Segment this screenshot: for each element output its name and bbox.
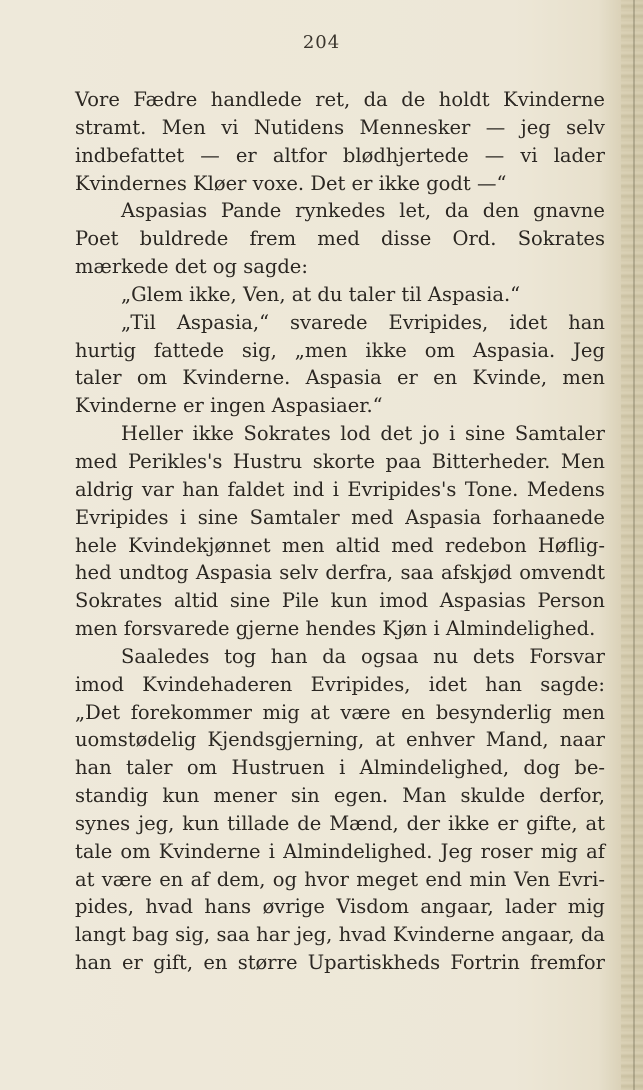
word: Man	[402, 784, 447, 808]
word: altid	[335, 533, 381, 557]
word: taler	[75, 366, 122, 390]
word: roser	[480, 839, 533, 863]
word: hed	[75, 561, 112, 585]
word: i	[180, 505, 187, 529]
word: min	[469, 867, 507, 891]
word: at	[585, 811, 605, 835]
word: af	[586, 839, 605, 863]
word: —	[484, 143, 505, 167]
word: hvad	[338, 923, 387, 947]
word: om	[424, 338, 455, 362]
word: Bitterheder.	[431, 449, 551, 473]
text-line	[75, 949, 605, 977]
word: at	[75, 867, 95, 891]
word: Jeg	[573, 338, 605, 362]
word: Kvinderne	[503, 88, 605, 111]
word: dog	[523, 756, 561, 780]
word: sig,	[175, 923, 211, 947]
word: mig	[540, 839, 578, 863]
word: idet	[509, 310, 548, 334]
text-line-content: „Glem ikke, Ven, at du taler til Aspasia.“	[121, 282, 521, 306]
text-line	[75, 364, 605, 392]
word: derfra,	[325, 561, 394, 585]
word: men	[562, 700, 605, 724]
word: derfor,	[539, 784, 605, 808]
text-line-content: Kvindernes Kløer voxe. Det er ikke godt —“	[75, 171, 507, 195]
text-line	[75, 699, 605, 727]
word: angaar,	[420, 895, 494, 919]
word: Pande	[220, 199, 282, 223]
page-edge	[621, 0, 643, 1090]
word: tog	[224, 644, 257, 668]
word: vi	[520, 143, 538, 167]
word: Kvindehaderen	[142, 672, 293, 696]
text-line	[75, 170, 605, 198]
word: Fædre	[133, 88, 198, 111]
word: kun	[162, 784, 200, 808]
word: med	[351, 505, 394, 529]
word: saa	[216, 923, 250, 947]
text-line	[75, 726, 605, 754]
word: Visdom	[336, 895, 410, 919]
word: Evripides	[75, 505, 169, 529]
word: Evripides,	[310, 672, 411, 696]
word: er	[122, 951, 143, 975]
word: en	[401, 700, 426, 724]
word: Saaledes	[121, 644, 210, 668]
word: paa	[385, 449, 422, 473]
word: han	[75, 756, 112, 780]
word: vi	[221, 115, 239, 139]
word: indbefattet	[75, 143, 185, 167]
text-line	[75, 671, 605, 699]
word: ikke	[192, 422, 234, 446]
word: aldrig	[75, 477, 134, 501]
word: Sokrates	[75, 589, 163, 613]
word: end	[425, 867, 462, 891]
word: „Til	[121, 310, 156, 334]
word: faldet	[227, 477, 285, 501]
word: ogsaa	[360, 644, 419, 668]
word: ikke	[365, 338, 407, 362]
text-line	[75, 504, 605, 532]
word: afskjød	[441, 561, 512, 585]
text-line	[75, 142, 605, 170]
word: Men	[161, 115, 206, 139]
word: at	[375, 728, 395, 752]
text-line	[75, 86, 605, 114]
word: egen.	[333, 784, 389, 808]
word: Heller	[121, 422, 183, 446]
word: han	[485, 672, 522, 696]
word: kun	[330, 589, 368, 613]
word: blødhjertede	[342, 143, 469, 167]
word: besynderlig	[435, 700, 552, 724]
word: i	[268, 839, 275, 863]
word: Kvinderne	[392, 923, 495, 947]
word: be-	[574, 756, 605, 780]
text-line	[75, 225, 605, 253]
word: han	[568, 310, 605, 334]
word: selv	[279, 561, 319, 585]
word: Høflig-	[537, 533, 605, 557]
word: gnavne	[533, 199, 605, 223]
word: kun	[182, 811, 220, 835]
word: frem	[249, 227, 297, 251]
word: da	[322, 644, 347, 668]
word: Person	[537, 589, 605, 613]
word: mig	[567, 895, 605, 919]
word: lader	[553, 143, 605, 167]
word: tale	[75, 839, 113, 863]
text-line-content: Kvinderne er ingen Aspasiaer.“	[75, 394, 383, 418]
word: fremfor	[530, 951, 605, 975]
word: i	[332, 477, 339, 501]
word: Aspasia	[405, 505, 482, 529]
word: og	[272, 867, 297, 891]
word: Hustruen	[231, 756, 325, 780]
word: jeg	[520, 115, 551, 139]
page-edge-shadow	[633, 0, 635, 1090]
word: da	[363, 88, 388, 111]
word: altfor	[272, 143, 327, 167]
word: en	[433, 366, 458, 390]
word: Ord.	[452, 227, 497, 251]
word: redebon	[445, 533, 527, 557]
word: lader	[505, 895, 557, 919]
word: sagde:	[540, 672, 605, 696]
word: om	[136, 366, 168, 390]
word: er	[235, 143, 257, 167]
word: hvad	[145, 895, 194, 919]
word: Mænd,	[329, 811, 399, 835]
word: Kvinde,	[472, 366, 548, 390]
word: „men	[294, 338, 348, 362]
word: Evripides's	[347, 477, 457, 501]
word: med	[75, 449, 118, 473]
word: Almindelighed.	[283, 839, 433, 863]
text-line	[75, 782, 605, 810]
word: selv	[566, 115, 605, 139]
word: Aspasias	[439, 589, 526, 613]
text-line	[75, 476, 605, 504]
word: Forsvar	[529, 644, 605, 668]
text-line	[75, 114, 605, 142]
word: Ven	[513, 867, 551, 891]
word: Poet	[75, 227, 119, 251]
word: Tone.	[464, 477, 519, 501]
word: Aspasias	[121, 199, 208, 223]
word: „Det	[75, 700, 121, 724]
word: om	[186, 756, 218, 780]
word: jeg,	[296, 923, 333, 947]
word: langt	[75, 923, 126, 947]
word: med	[391, 533, 434, 557]
word: de	[297, 811, 322, 835]
word: af	[190, 867, 210, 891]
word: i	[339, 756, 346, 780]
word: sine	[197, 505, 239, 529]
word: uomstødelig	[75, 728, 197, 752]
word: gifte,	[526, 811, 578, 835]
word: handlede	[210, 88, 302, 111]
word: altid	[173, 589, 219, 613]
word: dets	[472, 644, 515, 668]
word: det	[380, 422, 413, 446]
word: Hustru	[232, 449, 303, 473]
word: Sokrates	[243, 422, 331, 446]
word: være	[340, 700, 391, 724]
word: naar	[559, 728, 605, 752]
word: standig	[75, 784, 149, 808]
text-line	[75, 587, 605, 615]
word: han	[182, 477, 220, 501]
text-line	[75, 253, 605, 281]
text-line	[75, 893, 605, 921]
word: men	[281, 533, 325, 557]
word: der	[406, 811, 441, 835]
word: idet	[428, 672, 467, 696]
text-line	[75, 866, 605, 894]
text-line	[75, 532, 605, 560]
body-text	[75, 86, 605, 977]
text-line	[75, 810, 605, 838]
word: Almindelighed,	[359, 756, 510, 780]
word: sig,	[241, 338, 277, 362]
word: undtog	[118, 561, 189, 585]
word: Kjendsgjerning,	[207, 728, 365, 752]
word: Sokrates	[517, 227, 605, 251]
word: sine	[464, 422, 506, 446]
word: mener	[213, 784, 277, 808]
word: stramt.	[75, 115, 147, 139]
word: sin	[290, 784, 320, 808]
word: Fortrin	[450, 951, 520, 975]
word: men	[562, 366, 605, 390]
word: Aspasia.	[472, 338, 556, 362]
word: meget	[356, 867, 419, 891]
word: disse	[381, 227, 432, 251]
text-line	[75, 420, 605, 448]
word: hurtig	[75, 338, 136, 362]
word: skulde	[460, 784, 526, 808]
text-line	[75, 197, 605, 225]
word: Mennesker	[359, 115, 471, 139]
word: gift,	[153, 951, 194, 975]
word: buldrede	[139, 227, 229, 251]
word: Samtaler	[514, 422, 605, 446]
word: Aspasia	[305, 366, 382, 390]
word: den	[482, 199, 520, 223]
word: forekommer	[130, 700, 252, 724]
text-line	[75, 392, 605, 420]
word: har	[256, 923, 290, 947]
word: Upartiskheds	[307, 951, 441, 975]
word: bag	[132, 923, 169, 947]
word: —	[200, 143, 220, 167]
word: ind	[292, 477, 325, 501]
word: imod	[75, 672, 124, 696]
word: forhaanede	[492, 505, 605, 529]
word: omvendt	[519, 561, 605, 585]
word: en	[159, 867, 184, 891]
text-line	[75, 559, 605, 587]
text-line	[75, 615, 605, 643]
word: Pile	[281, 589, 320, 613]
word: imod	[379, 589, 429, 613]
text-line	[75, 337, 605, 365]
text-line	[75, 643, 605, 671]
word: han	[75, 951, 112, 975]
word: Kvindekjønnet	[128, 533, 271, 557]
word: pides,	[75, 895, 134, 919]
word: være	[101, 867, 152, 891]
text-line	[75, 309, 605, 337]
word: svarede	[290, 310, 368, 334]
word: nu	[433, 644, 459, 668]
word: Evri-	[557, 867, 605, 891]
word: ikke	[447, 811, 490, 835]
word: Samtaler	[249, 505, 340, 529]
word: i	[449, 422, 456, 446]
word: skorte	[312, 449, 375, 473]
word: større	[237, 951, 298, 975]
word: jeg,	[138, 811, 175, 835]
word: Perikles's	[128, 449, 223, 473]
word: hans	[204, 895, 252, 919]
word: da	[580, 923, 605, 947]
text-line	[75, 838, 605, 866]
word: Aspasia,“	[176, 310, 270, 334]
word: Aspasia	[195, 561, 272, 585]
word: Mand,	[485, 728, 549, 752]
word: er	[497, 811, 519, 835]
word: fattede	[153, 338, 224, 362]
page-number: 204	[302, 32, 341, 53]
word: Medens	[526, 477, 605, 501]
word: angaar,	[501, 923, 575, 947]
word: han	[270, 644, 308, 668]
word: dem,	[216, 867, 266, 891]
word: holdt	[438, 88, 490, 111]
word: enhver	[406, 728, 475, 752]
word: om	[120, 839, 151, 863]
word: jo	[421, 422, 440, 446]
text-line	[75, 921, 605, 949]
word: —	[485, 115, 506, 139]
word: øvrige	[262, 895, 325, 919]
word: Kvinderne	[158, 839, 261, 863]
text-line-content: mærkede det og sagde:	[75, 255, 308, 279]
word: sine	[229, 589, 271, 613]
word: taler	[126, 756, 173, 780]
word: lod	[340, 422, 371, 446]
word: mig	[262, 700, 300, 724]
word: en	[203, 951, 228, 975]
word: Vore	[75, 88, 120, 111]
text-line	[75, 281, 605, 309]
word: ret,	[315, 88, 351, 111]
text-line	[75, 754, 605, 782]
word: saa	[400, 561, 434, 585]
word: let,	[399, 199, 432, 223]
word: hvor	[304, 867, 349, 891]
word: hele	[75, 533, 117, 557]
word: er	[396, 366, 418, 390]
word: Jeg	[440, 839, 473, 863]
word: med	[317, 227, 360, 251]
text-line	[75, 448, 605, 476]
word: synes	[75, 811, 131, 835]
word: Evripides,	[388, 310, 489, 334]
text-line-content: men forsvarede gjerne hendes Kjøn i Almindelighed.	[75, 617, 596, 641]
word: de	[401, 88, 426, 111]
word: at	[310, 700, 330, 724]
word: Men	[560, 449, 605, 473]
word: Kvinderne.	[182, 366, 291, 390]
word: tillade	[227, 811, 290, 835]
word: da	[444, 199, 469, 223]
word: var	[141, 477, 174, 501]
word: Nutidens	[253, 115, 345, 139]
word: rynkedes	[295, 199, 386, 223]
